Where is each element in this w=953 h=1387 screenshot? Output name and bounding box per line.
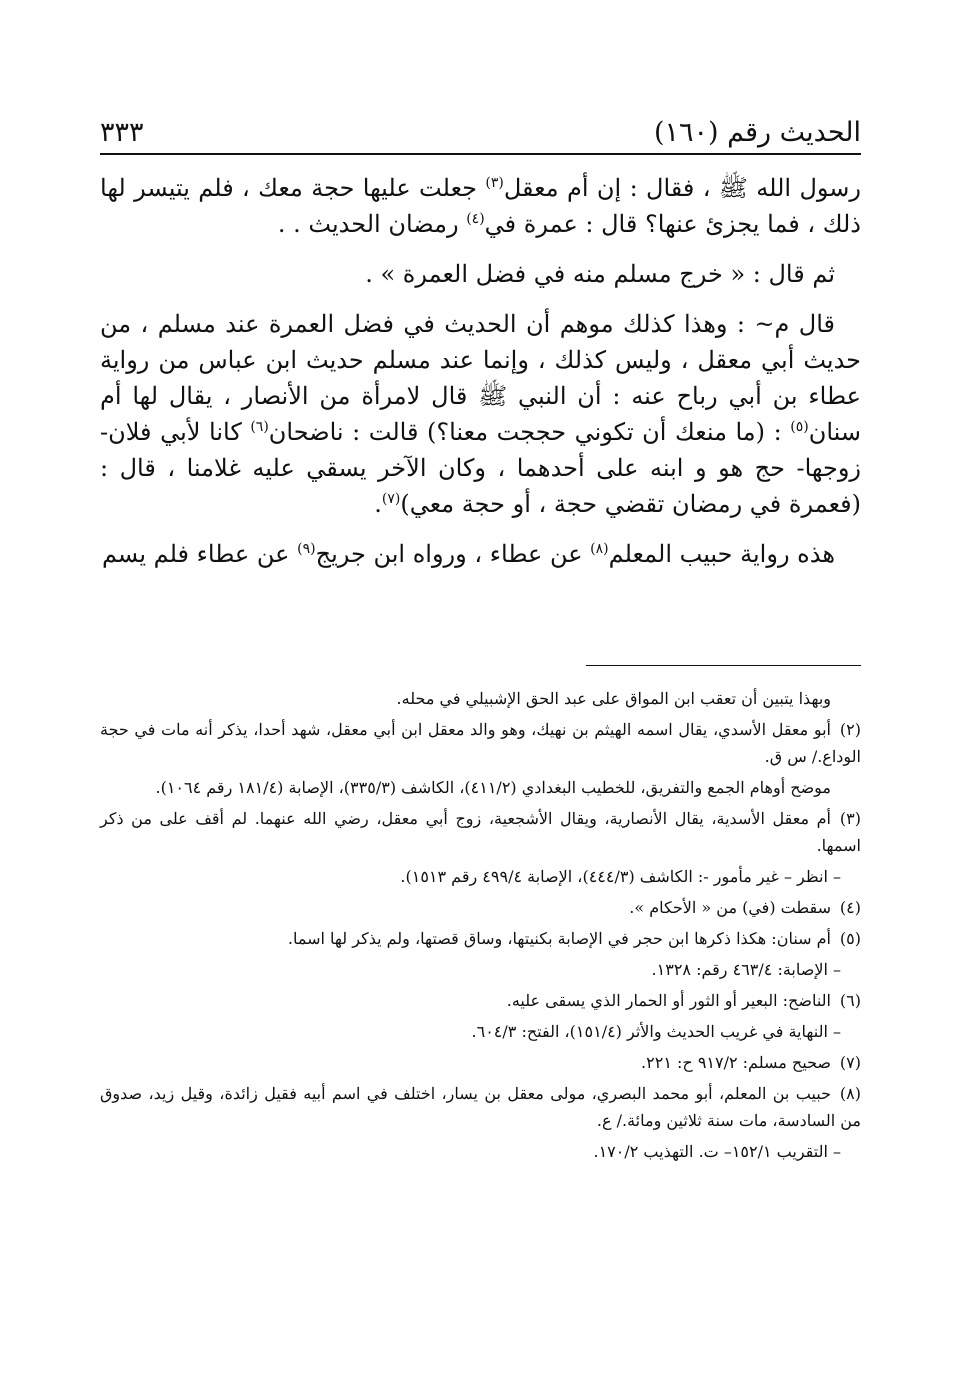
footnote-5-source: – الإصابة: ٤٦٣/٤ رقم: ١٣٢٨. — [651, 960, 841, 979]
paragraph-3: قال م~ : وهذا كذلك موهم أن الحديث في فضل العمرة عند مسلم ، من حديث أبي معقل ، وليس كذلك ، وإنما عند مسلم حديث ابن عباس من رواية عطاء بن أبي رباح عنه : أن النبي ﷺ قال لامرأة من الأنصار ، يقال لها أم سنان$^{(٥)}$ : (ما منعك أن تكوني حججت معنا؟) قالت : ناضحان$^{(٦)}$ كانا لأبي فلان- زوجها- حج هو و ابنه على أحدهما ، وكان الآخر يسقي عليه غلامنا ، قال : (فعمرة في رمضان تقضي حجة ، أو حجة معي)$^{(٧)}$. — [100, 310, 862, 518]
main-text — [100, 170, 861, 586]
footnote-6-source: – النهاية في غريب الحديث والأثر (١٥١/٤)، الفتح: ٦٠٤/٣. — [471, 1022, 841, 1041]
footnote-7: (٧)صحيح مسلم: ٩١٧/٢ ح: ٢٢١. — [100, 1049, 861, 1076]
header-divider — [100, 153, 861, 155]
footnote-ref-8[interactable]: (٨) — [590, 541, 609, 557]
footnote-number: (٣) — [839, 809, 861, 828]
footnote-3: (٣)أم معقل الأسدية، يقال الأنصارية، ويقال الأشجعية، زوج أبي معقل، رضي الله عنهما. لم أقف على من ذكر اسمها. — [100, 805, 861, 859]
paragraph-1: رسول الله ﷺ ، فقال : إن أم معقل$^{(٣)}$ جعلت عليها حجة معك ، فلم يتيسر لها ذلك ، فما يجزئ عنها؟ قال : عمرة في$^{(٤)}$ رمضان الحديث . . — [100, 174, 861, 238]
footnote-ref-6[interactable]: (٦) — [250, 419, 269, 435]
footnote-2: (٢)أبو معقل الأسدي، يقال اسمه الهيثم بن نهيك، وهو والد معقل ابن أبي معقل، شهد أحدا، يذكر أنه مات في حجة الوداع./ س ق. — [100, 716, 861, 770]
paragraph-2: ثم قال : « خرج مسلم منه في فضل العمرة » . — [365, 260, 835, 288]
footnote-number: (٦) — [839, 991, 861, 1010]
footnote-number: (٧) — [839, 1053, 861, 1072]
header-title: الحديث رقم (١٦٠) — [653, 117, 861, 148]
footnote-2-source: موضح أوهام الجمع والتفريق، للخطيب البغدادي (٤١١/٢)، الكاشف (٣٣٥/٣)، الإصابة (١٨١/٤ رقم ١٠٦٤). — [155, 778, 831, 797]
running-header — [100, 98, 861, 148]
footnote-ref-4[interactable]: (٤) — [466, 211, 485, 227]
footnote-8-source: – التقريب ١٥٢/١– ت. التهذيب ١٧٠/٢. — [593, 1142, 841, 1161]
footnote-3-source: – انظر – غير مأمور -: الكاشف (٤٤٤/٣)، الإصابة ٤٩٩/٤ رقم ١٥١٣). — [400, 867, 841, 886]
footnote-ref-9[interactable]: (٩) — [297, 541, 316, 557]
footnote-number: (٥) — [839, 929, 861, 948]
footnote-8: (٨)حبيب بن المعلم، أبو محمد البصري، مولى معقل بن يسار، اختلف في اسم أبيه فقيل زائدة، وقيل زيد، صدوق من السادسة، مات سنة ثلاثين ومائة./ ع. — [100, 1080, 861, 1134]
footnote-divider — [586, 665, 861, 666]
footnote-ref-7[interactable]: (٧) — [381, 491, 401, 507]
footnote-number: (٢) — [839, 720, 862, 739]
footnote-4: (٤)سقطت (في) من « الأحكام ». — [100, 894, 861, 921]
footnote-continuation: وبهذا يتبين أن تعقب ابن المواق على عبد الحق الإشبيلي في محله. — [396, 689, 831, 708]
footnote-number: (٤) — [839, 898, 861, 917]
footnote-ref-3[interactable]: (٣) — [485, 175, 504, 191]
paragraph-4: هذه رواية حبيب المعلم$^{(٨)}$ عن عطاء ، ورواه ابن جريج$^{(٩)}$ عن عطاء فلم يسم — [101, 540, 835, 568]
page-number: ٣٣٣ — [100, 117, 144, 148]
footnotes — [100, 685, 861, 1169]
footnote-ref-5[interactable]: (٥) — [790, 419, 809, 435]
footnote-number: (٨) — [839, 1084, 862, 1103]
footnote-5: (٥)أم سنان: هكذا ذكرها ابن حجر في الإصابة بكنيتها، وساق قصتها، ولم يذكر لها اسما. — [100, 925, 861, 952]
footnote-6: (٦)الناضح: البعير أو الثور أو الحمار الذي يسقى عليه. — [100, 987, 861, 1014]
